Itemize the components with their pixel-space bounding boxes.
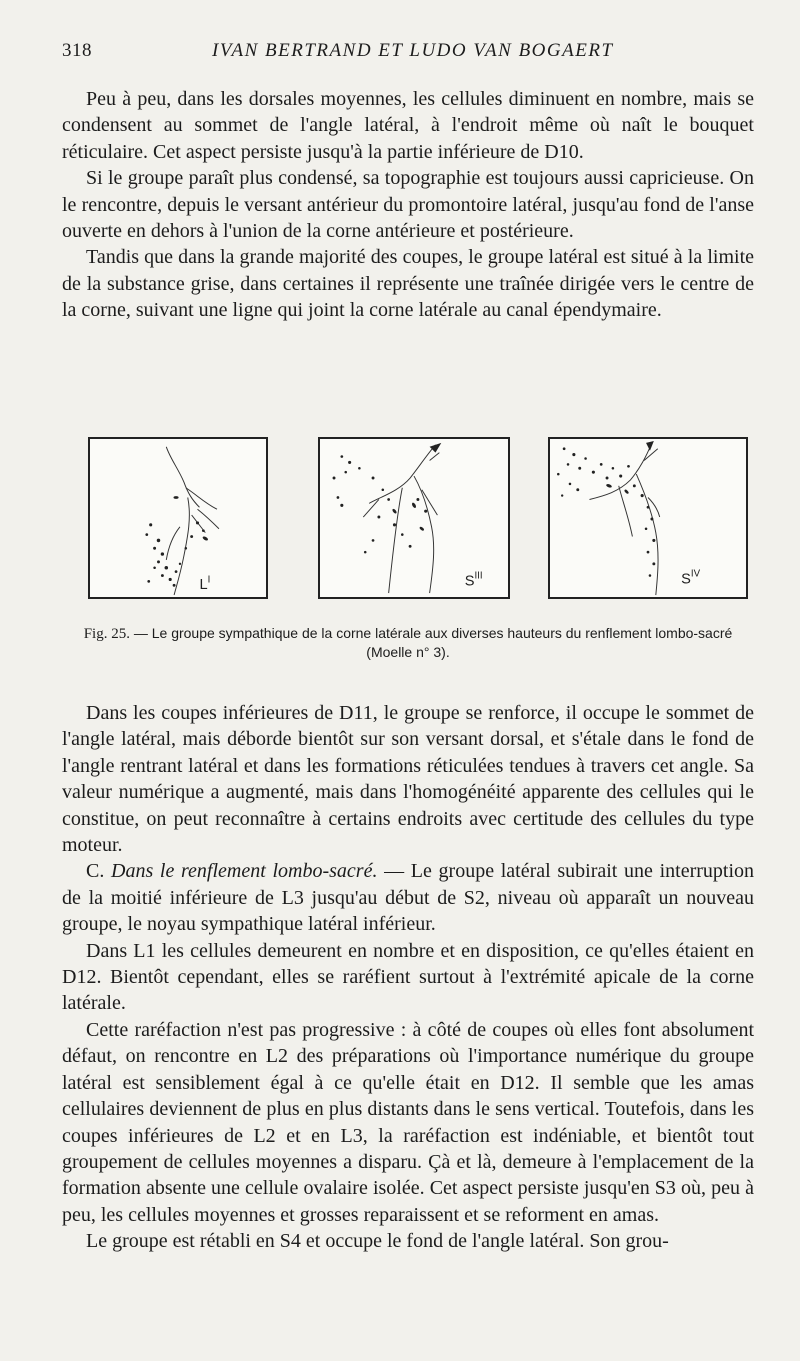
paragraph: Tandis que dans la grande majorité des coupes, le groupe latéral est situé à la limite de la substance grise, dans certaines il représente une traînée dirigée vers le centre de la corne, suivant une ligne qui joint la corne latérale au canal épendymaire. (62, 246, 754, 322)
panel-label-s3: $S^{III}$ (464, 570, 483, 590)
caption-text: — Le groupe sympathique de la corne latérale aux diverses hauteurs du renflement lombo-sacré (Moelle n° 3). (129, 625, 733, 660)
page-number: 318 (62, 40, 92, 61)
micrograph-s4 (550, 439, 746, 597)
paragraph: Si le groupe paraît plus condensé, sa topographie est toujours aussi capricieuse. On le rencontre, depuis le versant antérieur du promontoire latéral, jusqu'au fond de l'anse ouverte en dehors à l'union de la corne antérieure et postérieure. (62, 167, 754, 243)
figure-caption (62, 624, 754, 661)
micrograph-s3 (320, 439, 508, 597)
caption-label: Fig. 25. (83, 626, 130, 642)
running-title: IVAN BERTRAND ET LUDO VAN BOGAERT (212, 40, 614, 61)
paragraph: Le groupe est rétabli en S4 et occupe le fond de l'angle latéral. Son grou- (86, 1230, 669, 1253)
figure-panel-s3 (318, 437, 510, 599)
panel-label-l1: $L^I$ (199, 574, 211, 594)
section-paragraph (62, 858, 754, 937)
section-text: — Le groupe latéral subirait une interruption de la moitié inférieure de L3 jusqu'au début de S2, niveau où apparaît un nouveau groupe, le noyau sympathique latéral inférieur. (62, 860, 754, 936)
section-letter: C. (86, 860, 112, 883)
figure-25 (88, 437, 748, 601)
figure-panel-s4 (548, 437, 748, 599)
body-text-bottom (62, 700, 754, 1255)
paragraph: Peu à peu, dans les dorsales moyennes, les cellules diminuent en nombre, mais se condensent au sommet de l'angle latéral, à l'endroit même où naît le bouquet réticulaire. Cet aspect persiste jusqu'à la partie inférieure de D10. (62, 88, 754, 163)
section-heading: Dans le renflement lombo-sacré. (111, 860, 378, 883)
body-text-top (62, 86, 754, 324)
paragraph: Cette raréfaction n'est pas progressive : à côté de coupes où elles font absolument défaut, on rencontre en L2 des préparations où l'importance numérique du groupe latéral est sensiblement égal à ce qu'elle était en D12. Il semble que les amas cellulaires deviennent de plus en plus distants dans le sens vertical. Toutefois, dans les coupes inférieures de L2 et en L3, la raréfaction est indéniable, et bientôt tout groupement de cellules moyennes a disparu. Çà et là, demeure à l'emplacement de la formation absente une cellule ovalaire isolée. Cet aspect persiste jusqu'en S3 où, peu à peu, les cellules moyennes et grosses reparaissent et se reforment en amas. (62, 1018, 754, 1226)
panel-label-s4: $S^{IV}$ (681, 568, 701, 588)
running-head (62, 40, 754, 64)
figure-panel-l1 (88, 437, 268, 599)
paragraph: Dans les coupes inférieures de D11, le groupe se renforce, il occupe le sommet de l'angle latéral, mais déborde bientôt sur son versant dorsal, et s'étale dans le fond de l'angle rentrant latéral et dans les formations réticulées tendues à travers cet angle. Sa valeur numérique a augmenté, mais dans l'homogénéité apparente des cellules qui le constitue, on peut reconnaître à certains endroits avec certitude des cellules du type moteur. (62, 702, 754, 857)
paragraph: Dans L1 les cellules demeurent en nombre et en disposition, ce qu'elles étaient en D12. Bientôt cependant, elles se raréfient surtout à l'extrémité apicale de la corne latérale. (62, 939, 754, 1015)
micrograph-l1 (90, 439, 266, 597)
